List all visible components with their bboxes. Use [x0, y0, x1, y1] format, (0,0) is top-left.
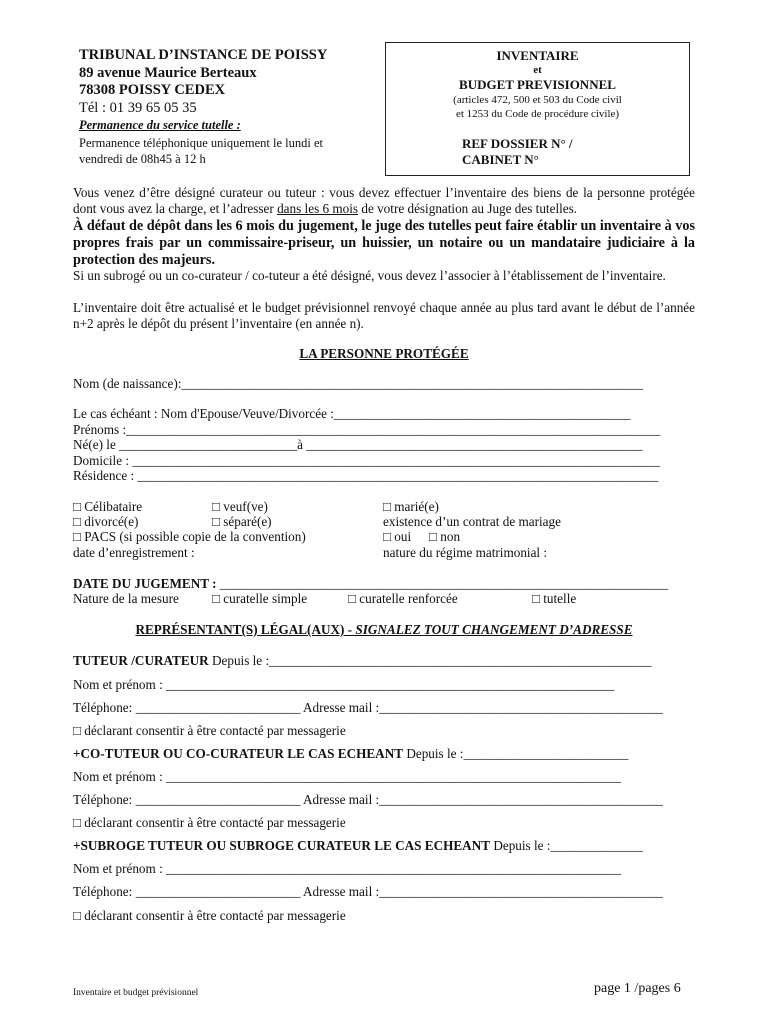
address-change-note: - SIGNALEZ TOUT CHANGEMENT D’ADRESSE [344, 622, 633, 637]
representatives-title: REPRÉSENTANT(S) LÉGAL(AUX) - SIGNALEZ TOUT CHANGEMENT D’ADRESSE [135, 622, 633, 637]
date-jugement-field[interactable]: DATE DU JUGEMENT : ____________________________________________________________________ [73, 576, 669, 591]
field-nom-epouse[interactable]: Le cas échéant : Nom d'Epouse/Veuve/Divorcée :_____________________________________________ [73, 406, 631, 421]
court-header [79, 47, 327, 167]
document-title-box [385, 42, 690, 176]
tuteur-telephone-mail-field[interactable]: Téléphone: _________________________ Adresse mail :___________________________________________ [73, 700, 663, 715]
title-et: et [533, 64, 542, 76]
footer-document-name: Inventaire et budget prévisionnel [73, 988, 199, 998]
page-number: page 1 /pages 6 [594, 981, 681, 996]
field-naissance[interactable]: Né(e) le ___________________________à ___________________________________________________ [73, 437, 643, 452]
tuteur-nom-field[interactable]: Nom et prénom : ____________________________________________________________________ [73, 677, 615, 692]
service-line-1: Permanence téléphonique uniquement le lundi et [79, 135, 324, 150]
field-nom-naissance[interactable]: Nom (de naissance):______________________________________________________________________ [73, 376, 643, 391]
co-tuteur-consent-checkbox[interactable]: □ déclarant consentir à être contacté par messagerie [73, 815, 346, 830]
court-name: TRIBUNAL D’INSTANCE DE POISSY [79, 47, 328, 63]
intro-paragraph-warning: À défaut de dépôt dans les 6 mois du jugement, le juge des tutelles peut faire établir un inventaire à vos propres frais par un commissaire-priseur, un huissier, un notaire ou un mandataire judiciaire à la protection des majeurs. [73, 218, 695, 268]
title-budget: BUDGET PREVISIONNEL [459, 77, 616, 92]
court-address-1: 89 avenue Maurice Berteaux [79, 64, 257, 81]
contrat-mariage-label: existence d’un contrat de mariage [383, 514, 561, 529]
cabinet-number: CABINET N° [462, 152, 539, 167]
checkbox-divorce[interactable]: □ divorcé(e) [73, 514, 139, 529]
tuteur-consent-checkbox[interactable]: □ déclarant consentir à être contacté par messagerie [73, 723, 346, 738]
intro-paragraph-1: Vous venez d’être désigné curateur ou tuteur : vous devez effectuer l’inventaire des biens de la personne protégée dont vous avez la charge, et l’adresser dans les 6 mois de votre désignation au Juge des tutelles. [73, 185, 695, 216]
person-section-title: LA PERSONNE PROTÉGÉE [299, 346, 469, 361]
court-phone: Tél : 01 39 65 05 35 [79, 99, 197, 116]
subroge-consent-checkbox[interactable]: □ déclarant consentir à être contacté par messagerie [73, 908, 346, 923]
co-tuteur-telephone-mail-field[interactable]: Téléphone: _________________________ Adresse mail :___________________________________________ [73, 792, 663, 807]
checkbox-marie[interactable]: □ marié(e) [383, 499, 439, 514]
checkbox-curatelle-renforcee[interactable]: □ curatelle renforcée [348, 591, 458, 606]
service-line-2: vendredi de 08h45 à 12 h [79, 151, 206, 166]
co-tuteur-depuis-field[interactable]: +CO-TUTEUR OU CO-CURATEUR LE CAS ECHEANT Depuis le :_________________________ [73, 746, 629, 761]
field-residence[interactable]: Résidence : _______________________________________________________________________________ [73, 468, 659, 483]
checkbox-pacs[interactable]: □ PACS (si possible copie de la convention) [73, 529, 306, 544]
court-address-2: 78308 POISSY CEDEX [79, 82, 226, 98]
date-enregistrement-label: date d’enregistrement : [73, 545, 195, 560]
service-title: Permanence du service tutelle : [79, 118, 241, 132]
six-months-underlined: dans les 6 mois [277, 201, 359, 216]
subroge-nom-field[interactable]: Nom et prénom : _____________________________________________________________________ [73, 861, 621, 876]
subroge-telephone-mail-field[interactable]: Téléphone: _________________________ Adresse mail :___________________________________________ [73, 884, 663, 899]
checkbox-tutelle[interactable]: □ tutelle [532, 591, 577, 606]
articles-line-1: (articles 472, 500 et 503 du Code civil [453, 94, 622, 106]
checkbox-non[interactable]: □ non [429, 529, 461, 544]
intro-paragraph-4: L’inventaire doit être actualisé et le budget prévisionnel renvoyé chaque année au plus tard avant le début de l’année n+2 après le dépôt du présent l’inventaire (en année n). [73, 300, 695, 331]
co-tuteur-nom-field[interactable]: Nom et prénom : _____________________________________________________________________ [73, 769, 621, 784]
checkbox-oui[interactable]: □ oui [383, 529, 412, 544]
checkbox-curatelle-simple[interactable]: □ curatelle simple [212, 591, 308, 606]
nature-mesure-label: Nature de la mesure [73, 591, 179, 606]
subroge-depuis-field[interactable]: +SUBROGE TUTEUR OU SUBROGE CURATEUR LE CAS ECHEANT Depuis le :______________ [73, 838, 643, 853]
field-domicile[interactable]: Domicile : ________________________________________________________________________________ [73, 453, 660, 468]
title-inventaire: INVENTAIRE [496, 48, 579, 63]
checkbox-separe[interactable]: □ séparé(e) [212, 514, 272, 529]
field-prenoms[interactable]: Prénoms :_________________________________________________________________________________ [73, 422, 661, 437]
tuteur-depuis-field[interactable]: TUTEUR /CURATEUR Depuis le :__________________________________________________________ [73, 653, 652, 668]
intro-paragraph-3: Si un subrogé ou un co-curateur / co-tuteur a été désigné, vous devez l’associer à l’établissement de l’inventaire. [73, 268, 666, 283]
regime-matrimonial-label: nature du régime matrimonial : [383, 545, 548, 560]
checkbox-celibataire[interactable]: □ Célibataire [73, 499, 143, 514]
ref-dossier: REF DOSSIER N° / [462, 136, 573, 151]
articles-line-2: et 1253 du Code de procédure civile) [455, 108, 620, 120]
checkbox-veuf[interactable]: □ veuf(ve) [212, 499, 268, 514]
